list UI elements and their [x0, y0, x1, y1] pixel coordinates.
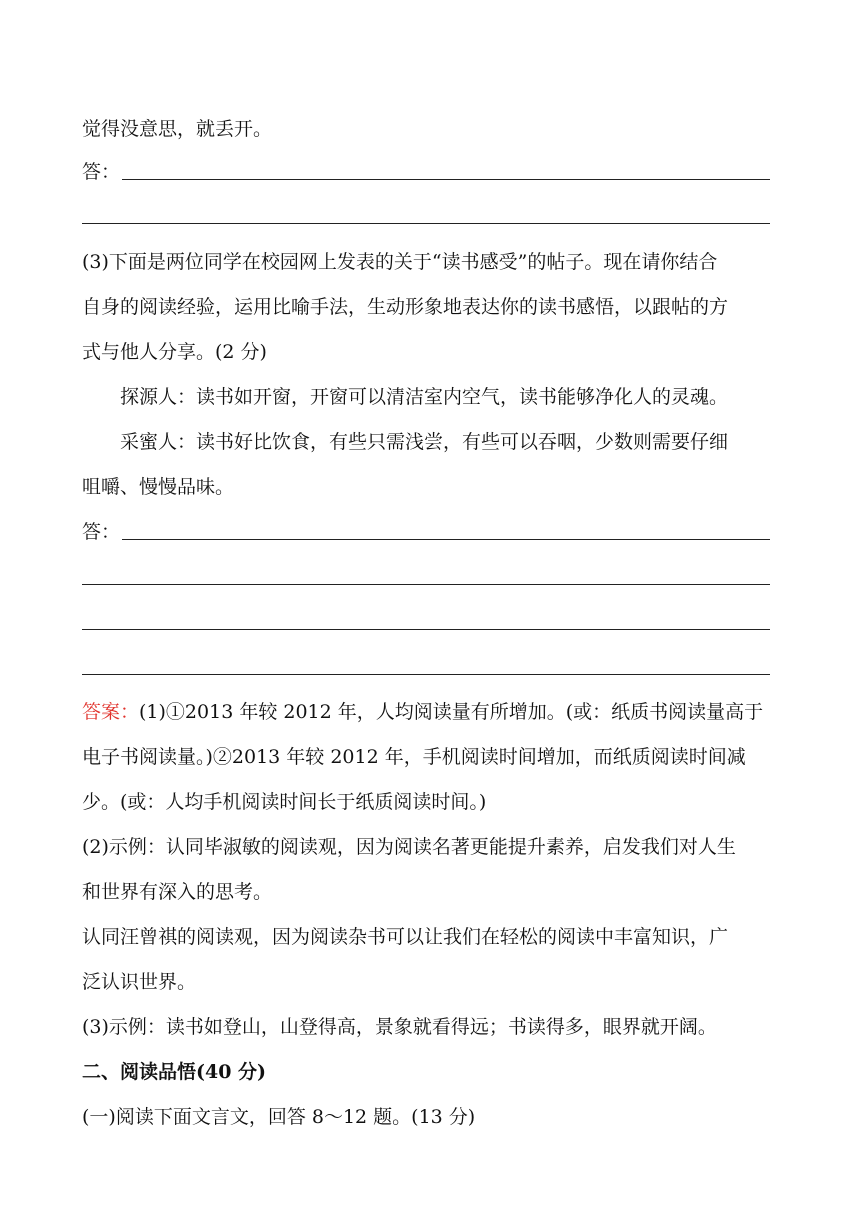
intro-tail-text: 觉得没意思，就丢开。 — [82, 118, 273, 140]
answer-key-label: 答案： — [82, 701, 140, 723]
answer-2-line-1: (2)示例：认同毕淑敏的阅读观，因为阅读名著更能提升素养，启发我们对人生 — [82, 836, 736, 858]
answer-blank-line-3 — [122, 539, 770, 540]
answer-1-line-2: 电子书阅读量。)②2013 年较 2012 年，手机阅读时间增加，而纸质阅读时间减 — [82, 746, 746, 768]
answer-blank-line-4 — [82, 584, 770, 585]
post-2-line-1: 采蜜人：读书好比饮食，有些只需浅尝，有些可以吞咽，少数则需要仔细 — [120, 431, 729, 453]
q3-line-3: 式与他人分享。(2 分) — [82, 341, 267, 363]
answer-prefix-1: 答： — [82, 161, 121, 183]
answer-3-line: (3)示例：读书如登山，山登得高，景象就看得远；书读得多，眼界就开阔。 — [82, 1016, 717, 1038]
post-2-line-2: 咀嚼、慢慢品味。 — [82, 476, 235, 498]
answer-blank-line-5 — [82, 629, 770, 630]
answer-blank-line-1 — [122, 179, 770, 180]
answer-blank-line-6 — [82, 674, 770, 675]
section-sub-heading: (一)阅读下面文言文，回答 8～12 题。(13 分) — [82, 1106, 476, 1128]
answer-1-text-1: (1)①2013 年较 2012 年，人均阅读量有所增加。(或：纸质书阅读量高于 — [139, 701, 764, 723]
answer-prefix-2: 答： — [82, 521, 121, 543]
answer-1-line-3: 少。(或：人均手机阅读时间长于纸质阅读时间。) — [82, 791, 487, 813]
answer-2-line-2: 和世界有深入的思考。 — [82, 881, 273, 903]
answer-2-line-4: 泛认识世界。 — [82, 971, 197, 993]
answer-blank-line-2 — [82, 223, 770, 224]
answer-2-line-3: 认同汪曾祺的阅读观，因为阅读杂书可以让我们在轻松的阅读中丰富知识，广 — [82, 926, 729, 948]
q3-line-1: (3)下面是两位同学在校园网上发表的关于“读书感受”的帖子。现在请你结合 — [82, 251, 718, 273]
q3-line-2: 自身的阅读经验，运用比喻手法，生动形象地表达你的读书感悟，以跟帖的方 — [82, 296, 729, 318]
post-1: 探源人：读书如开窗，开窗可以清洁室内空气，读书能够净化人的灵魂。 — [120, 386, 729, 408]
section-heading: 二、阅读品悟(40 分) — [82, 1061, 267, 1083]
answer-1-line-1 — [82, 700, 763, 724]
